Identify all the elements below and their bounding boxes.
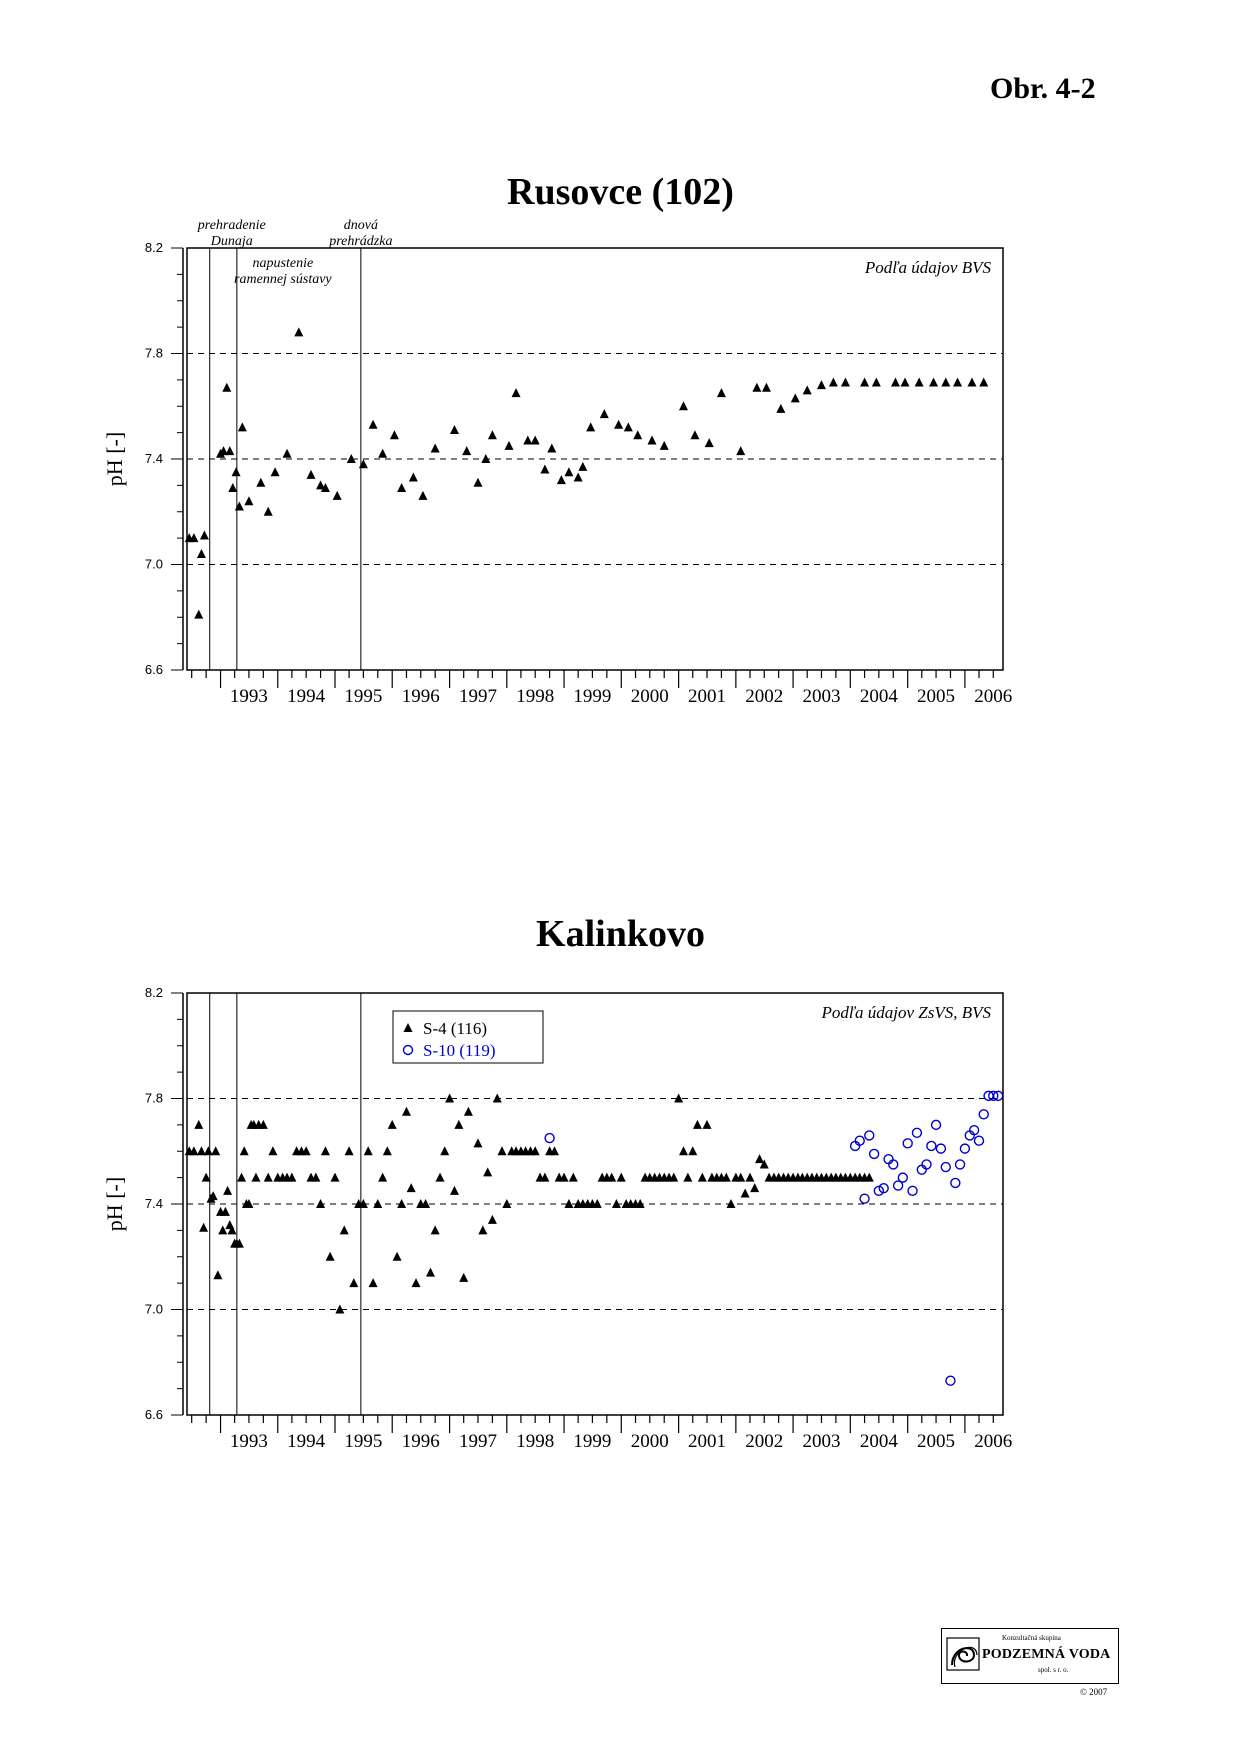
data-point-triangle <box>752 383 761 392</box>
data-point-triangle <box>450 425 459 434</box>
data-point-triangle <box>953 378 962 387</box>
x-year-label: 1998 <box>516 1431 555 1452</box>
y-axis-label: pH [-] <box>102 431 127 487</box>
data-point-triangle <box>440 1146 449 1155</box>
event-label: dnová <box>343 218 378 233</box>
company-logo <box>941 1628 1119 1684</box>
data-point-triangle <box>271 467 280 476</box>
data-point-triangle <box>232 467 241 476</box>
data-point-triangle <box>237 1173 246 1182</box>
data-point-triangle <box>283 449 292 458</box>
data-point-triangle <box>409 472 418 481</box>
data-point-triangle <box>462 446 471 455</box>
data-point-triangle <box>750 1183 759 1192</box>
chart-title-kalinkovo: Kalinkovo <box>536 913 705 955</box>
data-point-triangle <box>736 446 745 455</box>
data-point-triangle <box>512 388 521 397</box>
data-point-triangle <box>390 430 399 439</box>
data-point-triangle <box>359 459 368 468</box>
data-point-triangle <box>690 430 699 439</box>
y-axis-label: pH [-] <box>102 1176 127 1232</box>
data-point-triangle <box>397 483 406 492</box>
data-point-triangle <box>378 449 387 458</box>
data-point-triangle <box>698 1173 707 1182</box>
x-year-label: 2005 <box>917 1431 956 1452</box>
data-point-triangle <box>364 1146 373 1155</box>
chart-kalinkovo <box>0 980 1241 1540</box>
data-point-triangle <box>264 507 273 516</box>
data-point-triangle <box>199 1223 208 1232</box>
data-point-triangle <box>703 1120 712 1129</box>
legend-label: S-4 (116) <box>423 1019 488 1038</box>
data-point-triangle <box>326 1252 335 1261</box>
data-point-triangle <box>307 470 316 479</box>
data-point-triangle <box>624 422 633 431</box>
data-point-triangle <box>369 1278 378 1287</box>
x-year-label: 2003 <box>802 686 841 707</box>
data-point-triangle <box>488 1215 497 1224</box>
data-point-triangle <box>574 472 583 481</box>
data-point-triangle <box>741 1188 750 1197</box>
y-tick-label: 7.4 <box>144 451 163 466</box>
data-point-triangle <box>660 441 669 450</box>
data-point-triangle <box>600 409 609 418</box>
x-year-label: 1995 <box>344 686 383 707</box>
data-point-triangle <box>705 438 714 447</box>
y-tick-label: 7.4 <box>144 1196 163 1211</box>
data-point-triangle <box>378 1173 387 1182</box>
data-point-triangle <box>633 430 642 439</box>
figure-label: Obr. 4-2 <box>990 72 1096 105</box>
data-point-triangle <box>586 422 595 431</box>
data-point-triangle <box>891 378 900 387</box>
event-label: prehradenie <box>197 218 266 233</box>
data-point-triangle <box>564 467 573 476</box>
event-label: ramennej sústavy <box>234 272 332 287</box>
y-tick-label: 6.6 <box>144 1407 163 1422</box>
data-point-circle <box>903 1139 912 1148</box>
data-point-triangle <box>776 404 785 413</box>
data-point-triangle <box>488 430 497 439</box>
data-point-triangle <box>791 393 800 402</box>
data-point-triangle <box>688 1146 697 1155</box>
data-point-triangle <box>321 1146 330 1155</box>
data-point-triangle <box>817 380 826 389</box>
data-point-triangle <box>388 1120 397 1129</box>
x-year-label: 1996 <box>401 1431 440 1452</box>
data-point-triangle <box>412 1278 421 1287</box>
y-tick-label: 7.0 <box>144 1301 163 1317</box>
data-point-triangle <box>211 1146 220 1155</box>
y-tick-label: 6.6 <box>144 662 163 677</box>
data-point-triangle <box>223 1186 232 1195</box>
y-tick-label: 7.8 <box>144 345 163 361</box>
data-point-triangle <box>967 378 976 387</box>
x-year-label: 1996 <box>401 686 440 707</box>
data-point-triangle <box>340 1225 349 1234</box>
event-label: Dunaja <box>210 234 253 249</box>
y-tick-label: 8.2 <box>144 985 163 1000</box>
data-point-triangle <box>240 1146 249 1155</box>
data-point-triangle <box>929 378 938 387</box>
data-point-triangle <box>941 378 950 387</box>
x-year-label: 1999 <box>573 1431 612 1452</box>
data-point-triangle <box>578 462 587 471</box>
x-year-label: 1997 <box>458 1431 497 1452</box>
x-year-label: 1999 <box>573 686 612 707</box>
data-point-triangle <box>426 1268 435 1277</box>
data-point-triangle <box>557 475 566 484</box>
data-point-triangle <box>915 378 924 387</box>
data-point-triangle <box>330 1173 339 1182</box>
y-tick-label: 8.2 <box>144 240 163 255</box>
source-note: Podľa údajov BVS <box>864 258 991 277</box>
data-point-circle <box>912 1128 921 1137</box>
data-point-triangle <box>349 1278 358 1287</box>
data-point-triangle <box>402 1107 411 1116</box>
data-point-triangle <box>383 1146 392 1155</box>
data-point-circle <box>946 1376 955 1385</box>
logo-top-text: Konzultačná skupina <box>1002 1634 1061 1642</box>
data-point-triangle <box>745 1173 754 1182</box>
copyright-text: © 2007 <box>1080 1687 1108 1697</box>
legend-label: S-10 (119) <box>423 1041 496 1060</box>
data-point-triangle <box>614 420 623 429</box>
data-point-triangle <box>197 549 206 558</box>
data-point-triangle <box>647 436 656 445</box>
data-point-triangle <box>238 422 247 431</box>
x-year-label: 2005 <box>917 686 956 707</box>
source-note: Podľa údajov ZsVS, BVS <box>821 1003 991 1022</box>
x-year-label: 1994 <box>287 1431 326 1452</box>
data-point-triangle <box>717 388 726 397</box>
data-point-triangle <box>235 501 244 510</box>
data-point-triangle <box>803 385 812 394</box>
data-point-triangle <box>860 378 869 387</box>
data-point-circle <box>956 1160 965 1169</box>
data-point-triangle <box>872 378 881 387</box>
data-point-triangle <box>473 478 482 487</box>
data-point-triangle <box>407 1183 416 1192</box>
x-year-label: 2001 <box>688 686 727 707</box>
data-point-triangle <box>617 1173 626 1182</box>
data-point-triangle <box>523 436 532 445</box>
data-point-circle <box>865 1131 874 1140</box>
data-point-triangle <box>393 1252 402 1261</box>
x-year-label: 1993 <box>229 1431 268 1452</box>
event-label: prehrádzka <box>329 234 393 249</box>
data-point-triangle <box>483 1167 492 1176</box>
data-point-triangle <box>459 1273 468 1282</box>
data-point-circle <box>908 1186 917 1195</box>
data-point-triangle <box>547 443 556 452</box>
data-point-circle <box>545 1134 554 1143</box>
data-point-triangle <box>194 610 203 619</box>
data-point-triangle <box>531 436 540 445</box>
data-point-triangle <box>218 1225 227 1234</box>
data-point-triangle <box>762 383 771 392</box>
logo-main-text: PODZEMNÁ VODA <box>982 1647 1111 1662</box>
data-point-triangle <box>200 530 209 539</box>
chart-rusovce <box>0 218 1241 795</box>
x-year-label: 2004 <box>859 686 898 707</box>
data-point-triangle <box>256 478 265 487</box>
data-point-triangle <box>464 1107 473 1116</box>
data-point-circle <box>941 1163 950 1172</box>
data-point-circle <box>927 1141 936 1150</box>
data-point-triangle <box>450 1186 459 1195</box>
data-point-triangle <box>497 1146 506 1155</box>
data-point-circle <box>870 1149 879 1158</box>
data-point-triangle <box>693 1120 702 1129</box>
data-point-triangle <box>478 1225 487 1234</box>
x-year-label: 2006 <box>974 686 1013 707</box>
y-tick-label: 7.0 <box>144 556 163 572</box>
chart-title-rusovce: Rusovce (102) <box>507 171 734 213</box>
data-point-triangle <box>294 327 303 336</box>
data-point-triangle <box>251 1173 260 1182</box>
data-point-triangle <box>979 378 988 387</box>
data-point-triangle <box>222 383 231 392</box>
x-year-label: 2002 <box>745 1431 784 1452</box>
data-point-triangle <box>829 378 838 387</box>
y-tick-label: 7.8 <box>144 1090 163 1106</box>
data-point-triangle <box>194 1120 203 1129</box>
event-label: napustenie <box>252 256 314 271</box>
data-point-circle <box>951 1178 960 1187</box>
data-point-triangle <box>418 491 427 500</box>
data-point-circle <box>960 1144 969 1153</box>
data-point-triangle <box>901 378 910 387</box>
logo-sub-text: spol. s r. o. <box>1038 1666 1069 1674</box>
data-point-triangle <box>755 1154 764 1163</box>
data-point-circle <box>979 1110 988 1119</box>
data-point-triangle <box>244 496 253 505</box>
data-point-triangle <box>264 1173 273 1182</box>
x-year-label: 2006 <box>974 1431 1013 1452</box>
data-point-circle <box>898 1173 907 1182</box>
data-point-triangle <box>679 1146 688 1155</box>
data-point-triangle <box>473 1138 482 1147</box>
x-year-label: 1997 <box>458 686 497 707</box>
data-point-triangle <box>225 446 234 455</box>
data-point-triangle <box>204 1146 213 1155</box>
x-year-label: 2003 <box>802 1431 841 1452</box>
data-point-circle <box>860 1194 869 1203</box>
x-year-label: 2000 <box>630 1431 669 1452</box>
data-point-triangle <box>454 1120 463 1129</box>
data-point-triangle <box>505 441 514 450</box>
data-point-triangle <box>431 443 440 452</box>
data-point-triangle <box>436 1173 445 1182</box>
data-point-triangle <box>268 1146 277 1155</box>
x-year-label: 1994 <box>287 686 326 707</box>
x-year-label: 2001 <box>688 1431 727 1452</box>
x-year-label: 2000 <box>630 686 669 707</box>
data-point-circle <box>975 1136 984 1145</box>
data-point-triangle <box>333 491 342 500</box>
data-point-circle <box>932 1120 941 1129</box>
data-point-triangle <box>569 1173 578 1182</box>
x-year-label: 2004 <box>859 1431 898 1452</box>
logo-spiral-icon <box>946 1637 980 1671</box>
data-point-triangle <box>431 1225 440 1234</box>
x-year-label: 1993 <box>229 686 268 707</box>
x-year-label: 1998 <box>516 686 555 707</box>
data-point-triangle <box>213 1270 222 1279</box>
data-point-triangle <box>369 420 378 429</box>
x-year-label: 1995 <box>344 1431 383 1452</box>
x-year-label: 2002 <box>745 686 784 707</box>
data-point-triangle <box>841 378 850 387</box>
data-point-triangle <box>345 1146 354 1155</box>
data-point-triangle <box>540 465 549 474</box>
data-point-triangle <box>683 1173 692 1182</box>
data-point-circle <box>936 1144 945 1153</box>
data-point-triangle <box>228 483 237 492</box>
data-point-triangle <box>679 401 688 410</box>
